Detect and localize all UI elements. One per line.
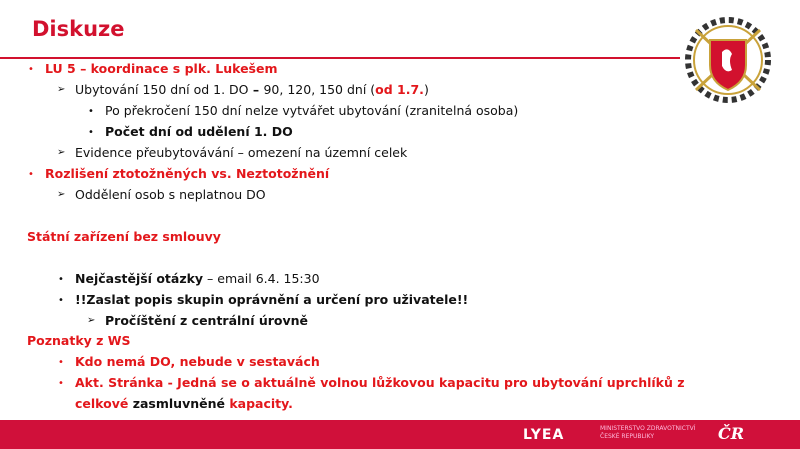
bullet: • [58,378,64,389]
item-otazky [75,271,320,286]
text: od 1.7. [375,82,424,97]
bullet: • [28,169,34,180]
slide-title: Diskuze [32,17,125,41]
item-lu5: LU 5 – koordinace s plk. Lukešem [45,61,278,76]
arrow-bullet-icon: ➢ [57,147,66,158]
bullet: • [88,106,94,117]
text: celkové [75,396,133,411]
item-kdo-nema: Kdo nemá DO, nebude v sestavách [75,354,320,369]
footer-logo: LYEA [523,427,565,443]
item-zaslat: !!Zaslat popis skupin oprávnění a určení pro uživatele!! [75,292,469,307]
text: Ubytování 150 dní od 1. DO [75,82,249,97]
text: 90, 120, 150 dní ( [263,82,376,97]
bullet: • [28,64,34,75]
heading-poznatky: Poznatky z WS [27,333,131,348]
bullet: • [58,357,64,368]
ministry-label: MINISTERSTVO ZDRAVOTNICTVÍ ČESKÉ REPUBLIKY [600,425,696,440]
item-rozliseni: Rozlišení ztotožněných vs. Neztotožnění [45,166,330,181]
army-emblem-icon [678,10,778,110]
heading-statni-zarizeni: Státní zařízení bez smlouvy [27,229,221,244]
arrow-bullet-icon: ➢ [57,84,66,95]
item-akt-stranka: Akt. Stránka - Jedná se o aktuálně volnou lůžkovou kapacitu pro ubytování uprchlíků z [75,375,685,390]
text: – [248,82,264,97]
bullet: • [88,127,94,138]
item-evidence: Evidence přeubytovávání – omezení na územní celek [75,145,408,160]
arrow-bullet-icon: ➢ [87,315,96,326]
item-ubytovani [75,82,429,97]
arrow-bullet-icon: ➢ [57,189,66,200]
title-rule [0,57,680,59]
footer-bar [0,420,800,449]
item-prociseni: Pročíštění z centrální úrovně [105,313,309,328]
item-oddeleni: Oddělení osob s neplatnou DO [75,187,266,202]
text: Nejčastější otázky [75,271,204,286]
text: – email 6.4. 15:30 [203,271,320,286]
item-pocet-dni: Počet dní od udělení 1. DO [105,124,293,139]
item-akt-stranka-cont [75,396,293,411]
item-prekroceni: Po překročení 150 dní nelze vytvářet ubytování (zranitelná osoba) [105,103,519,118]
cr-logo: ČR [718,424,745,443]
text: ) [423,82,429,97]
text: kapacity. [224,396,293,411]
bullet: • [58,295,64,306]
bullet: • [58,274,64,285]
text: zasmluvněné [132,396,225,411]
